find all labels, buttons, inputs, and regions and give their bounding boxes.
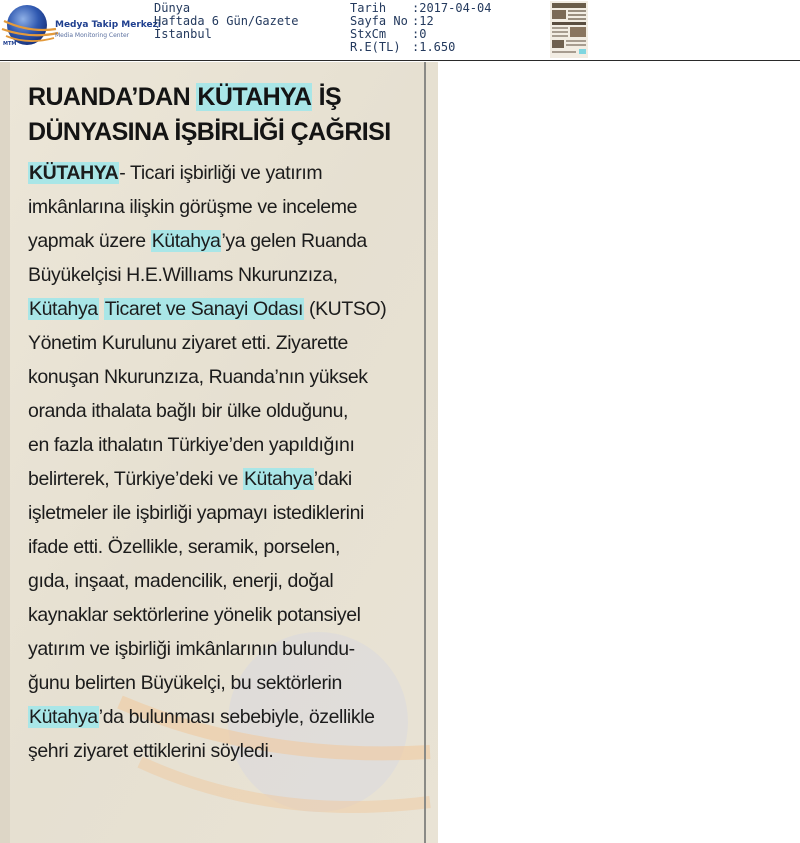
headline-line [28, 80, 420, 115]
highlighted-keyword: Kütahya [29, 706, 98, 728]
text-segment: Büyükelçisi H.E.Willıams Nkurunzıza, [28, 264, 338, 286]
text-segment: İŞ [312, 83, 342, 111]
body-line [28, 292, 420, 326]
detail-value: :1.650 [412, 40, 456, 54]
text-segment: oranda ithalata bağlı bir ülke olduğunu, [28, 400, 349, 422]
body-line [28, 666, 420, 700]
text-segment: yapmak üzere [28, 230, 151, 252]
highlighted-keyword: Kütahya [29, 298, 98, 320]
text-segment: konuşan Nkurunzıza, Ruanda’nın yüksek [28, 366, 368, 388]
detail-row-re [350, 41, 491, 54]
text-segment: DÜNYASINA İŞBİRLİĞİ ÇAĞRISI [28, 118, 391, 146]
body-line [28, 326, 420, 360]
logo-subtitle: Media Monitoring Center [55, 32, 130, 39]
logo-mark: MTM [3, 41, 17, 47]
body-line [28, 224, 420, 258]
body-line [28, 530, 420, 564]
clipping-header [0, 0, 800, 61]
text-segment: işletmeler ile işbirliği yapmayı istediklerini [28, 502, 364, 524]
text-segment: gıda, inşaat, madencilik, enerji, doğal [28, 570, 334, 592]
detail-label: R.E(TL) [350, 40, 401, 54]
text-segment: RUANDA’DAN [28, 83, 197, 111]
body-line [28, 156, 420, 190]
detail-label: StxCm [350, 27, 387, 41]
highlighted-keyword: KÜTAHYA [29, 162, 119, 184]
article [28, 80, 420, 768]
text-segment: imkânlarına ilişkin görüşme ve inceleme [28, 196, 358, 218]
body-line [28, 190, 420, 224]
medya-takip-merkezi-logo [0, 3, 161, 53]
text-segment: ’ya gelen Ruanda [221, 230, 367, 252]
detail-label: Sayfa No [350, 14, 408, 28]
clipping-details [350, 2, 491, 54]
text-segment: kaynaklar sektörlerine yönelik potansiyel [28, 604, 361, 626]
article-body [28, 156, 420, 768]
highlighted-keyword: Kütahya [151, 230, 221, 252]
highlighted-keyword: Ticaret ve Sanayi Odası [104, 298, 303, 320]
text-segment: şehri ziyaret ettiklerini söyledi. [28, 740, 274, 762]
body-line [28, 360, 420, 394]
body-line [28, 734, 420, 768]
detail-value: :2017-04-04 [412, 1, 492, 15]
text-segment: ğunu belirten Büyükelçi, bu sektörlerin [28, 672, 342, 694]
body-line [28, 632, 420, 666]
text-segment: ’da bulunması sebebiyle, özellikle [98, 706, 375, 728]
body-line [28, 462, 420, 496]
body-line [28, 394, 420, 428]
text-segment: ifade etti. Özellikle, seramik, porselen, [28, 536, 340, 558]
body-line [28, 428, 420, 462]
column-divider [424, 62, 426, 843]
text-segment: ’daki [313, 468, 352, 490]
text-segment: en fazla ithalatın Türkiye’den yapıldığını [28, 434, 355, 456]
highlighted-keyword: Kütahya [243, 468, 313, 490]
text-segment: (KUTSO) [303, 298, 387, 320]
text-segment: - Ticari işbirliği ve yatırım [119, 162, 323, 184]
body-line [28, 700, 420, 734]
article-headline [28, 80, 420, 150]
publication-city: İstanbul [154, 27, 212, 41]
body-line [28, 598, 420, 632]
text-segment: belirterek, Türkiye’deki ve [28, 468, 243, 490]
detail-label: Tarih [350, 1, 387, 15]
source-info [154, 2, 299, 41]
highlighted-keyword: KÜTAHYA [197, 83, 312, 111]
newspaper-page-thumbnail-image [550, 1, 588, 58]
text-segment: Yönetim Kurulunu ziyaret etti. Ziyarette [28, 332, 348, 354]
body-line [28, 564, 420, 598]
logo-title: Medya Takip Merkezi [55, 20, 161, 30]
detail-value: :0 [412, 27, 427, 41]
page-thumbnail[interactable] [550, 1, 588, 58]
header-divider [0, 60, 800, 61]
article-clipping [0, 62, 438, 843]
detail-value: :12 [412, 14, 434, 28]
body-line [28, 258, 420, 292]
text-segment: yatırım ve işbirliği imkânlarının bulundu- [28, 638, 355, 660]
headline-line [28, 115, 420, 150]
publication-name: Dünya [154, 1, 191, 15]
publication-frequency: Haftada 6 Gün/Gazete [154, 14, 299, 28]
body-line [28, 496, 420, 530]
